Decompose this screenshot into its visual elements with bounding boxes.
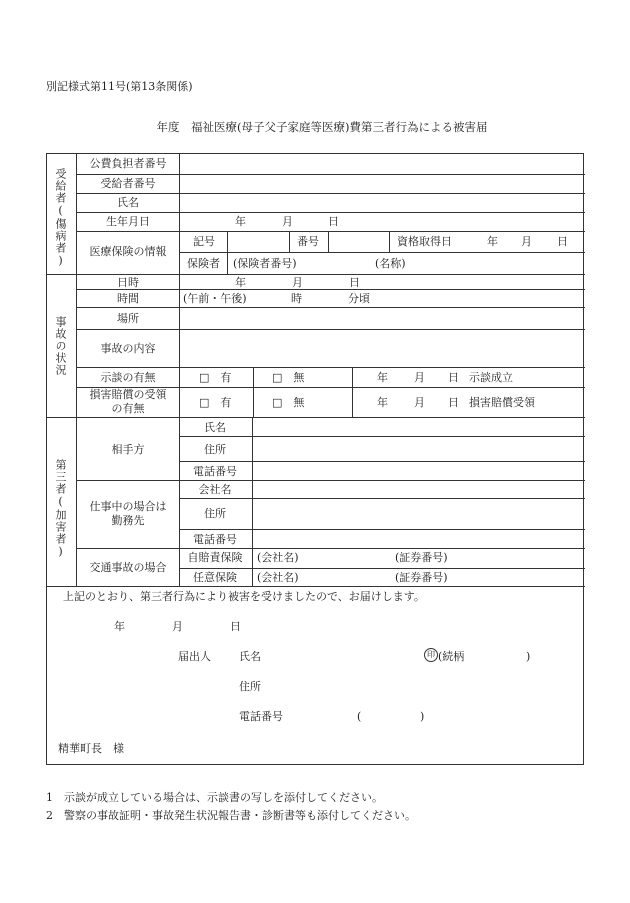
filer-label: 届出人 [178,650,211,663]
relation-label: (続柄 [438,650,465,663]
insurance-info-label: 医療保険の情報 [89,245,167,258]
acq-year: 年 [487,235,498,248]
declaration-year: 年 [114,620,125,633]
insurer-label: 保険者 [187,257,220,270]
accident-datetime-label: 日時 [117,276,139,289]
symbol-label: 記号 [193,235,215,248]
birth-month: 月 [282,215,293,228]
insurer-no-label: (保険者番号) [233,257,297,270]
counterparty-phone-label: 電話番号 [193,465,237,478]
phone-paren-open: ( [357,710,362,723]
workplace-label [90,500,167,529]
settlement-year: 年 [377,371,388,384]
compensation-received-label: 損害賠償受領 [469,396,535,409]
seal-mark [424,648,438,662]
insurer-name-label: (名称) [375,257,406,270]
recipient-name-label: 氏名 [117,196,139,209]
accident-content-label: 事故の内容 [100,342,156,355]
compensation-month: 月 [414,396,425,409]
settlement-month: 月 [414,371,425,384]
compensation-label-line1: 損害賠償の受領 [89,388,167,401]
accident-month: 月 [292,276,303,289]
recipient-no-label: 受給者番号 [100,177,156,190]
accident-time-label: 時間 [117,292,139,305]
compensation-day: 日 [448,396,459,409]
accident-minute: 分頃 [348,292,370,305]
filer-name-label: 氏名 [239,650,261,663]
settlement-label: 示談の有無 [100,371,156,384]
note-2: 2 警察の事故証明・事故発生状況報告書・診断書等も添付してください。 [46,809,416,822]
accident-place-label: 場所 [117,312,139,325]
workplace-label-line2: 勤務先 [111,514,145,528]
am-pm-option: (午前・午後) [183,292,247,305]
declaration-month: 月 [172,620,183,633]
counterparty-address-label: 住所 [204,443,226,456]
form-reference: 別記様式第11号(第13条関係) [46,80,193,93]
settlement-no-checkbox[interactable]: □ 無 [272,371,305,384]
declaration-day: 日 [230,620,241,633]
compulsory-company-label: (会社名) [257,551,299,564]
counterparty-name-label: 氏名 [204,421,226,434]
form-title: 年度 福祉医療(母子父子家庭等医療)費第三者行為による被害届 [156,120,488,134]
accident-hour: 時 [291,292,302,305]
acq-day: 日 [557,235,568,248]
compulsory-insurance-label: 自賠責保険 [187,551,243,564]
traffic-accident-label: 交通事故の場合 [89,561,167,574]
phone-paren-close: ) [420,710,425,723]
compulsory-policy-label: (証券番号) [395,551,448,564]
recipient-section-label: 受給者(傷病者) [54,168,67,268]
acquisition-date-label: 資格取得日 [397,235,452,248]
settlement-done-label: 示談成立 [469,371,513,384]
compensation-yes-checkbox[interactable]: □ 有 [199,396,232,409]
accident-day: 日 [349,276,360,289]
company-address-label: 住所 [204,507,226,520]
compensation-year: 年 [377,396,388,409]
accident-year: 年 [235,276,246,289]
declaration-text: 上記のとおり、第三者行為により被害を受けましたので、お届けします。 [63,590,425,603]
public-payer-no-label: 公費負担者番号 [89,157,167,170]
form-table [46,153,584,765]
voluntary-policy-label: (証券番号) [395,571,448,584]
voluntary-company-label: (会社名) [257,571,299,584]
addressee: 精華町長 様 [58,742,124,755]
settlement-yes-checkbox[interactable]: □ 有 [199,371,232,384]
company-name-label: 会社名 [198,483,232,496]
counterparty-label: 相手方 [111,443,145,456]
workplace-label-line1: 仕事中の場合は [89,500,167,513]
acq-month: 月 [521,235,532,248]
filer-address-label: 住所 [239,680,261,693]
compensation-label-line2: の有無 [111,402,145,416]
compensation-no-checkbox[interactable]: □ 無 [272,396,305,409]
birth-day: 日 [328,215,339,228]
seal-icon: 印 [424,648,438,662]
note-1: 1 示談が成立している場合は、示談書の写しを添付してください。 [46,791,383,804]
number-label: 番号 [297,235,319,248]
filer-phone-label: 電話番号 [239,710,283,723]
company-phone-label: 電話番号 [193,533,237,546]
relation-close: ) [526,650,531,663]
accident-section-label: 事故の状況 [54,316,67,376]
birth-year: 年 [235,215,246,228]
settlement-day: 日 [448,371,459,384]
birthdate-label: 生年月日 [106,215,150,228]
third-party-section-label: 第三者(加害者) [54,459,67,559]
compensation-label [90,388,167,417]
voluntary-insurance-label: 任意保険 [193,571,237,584]
